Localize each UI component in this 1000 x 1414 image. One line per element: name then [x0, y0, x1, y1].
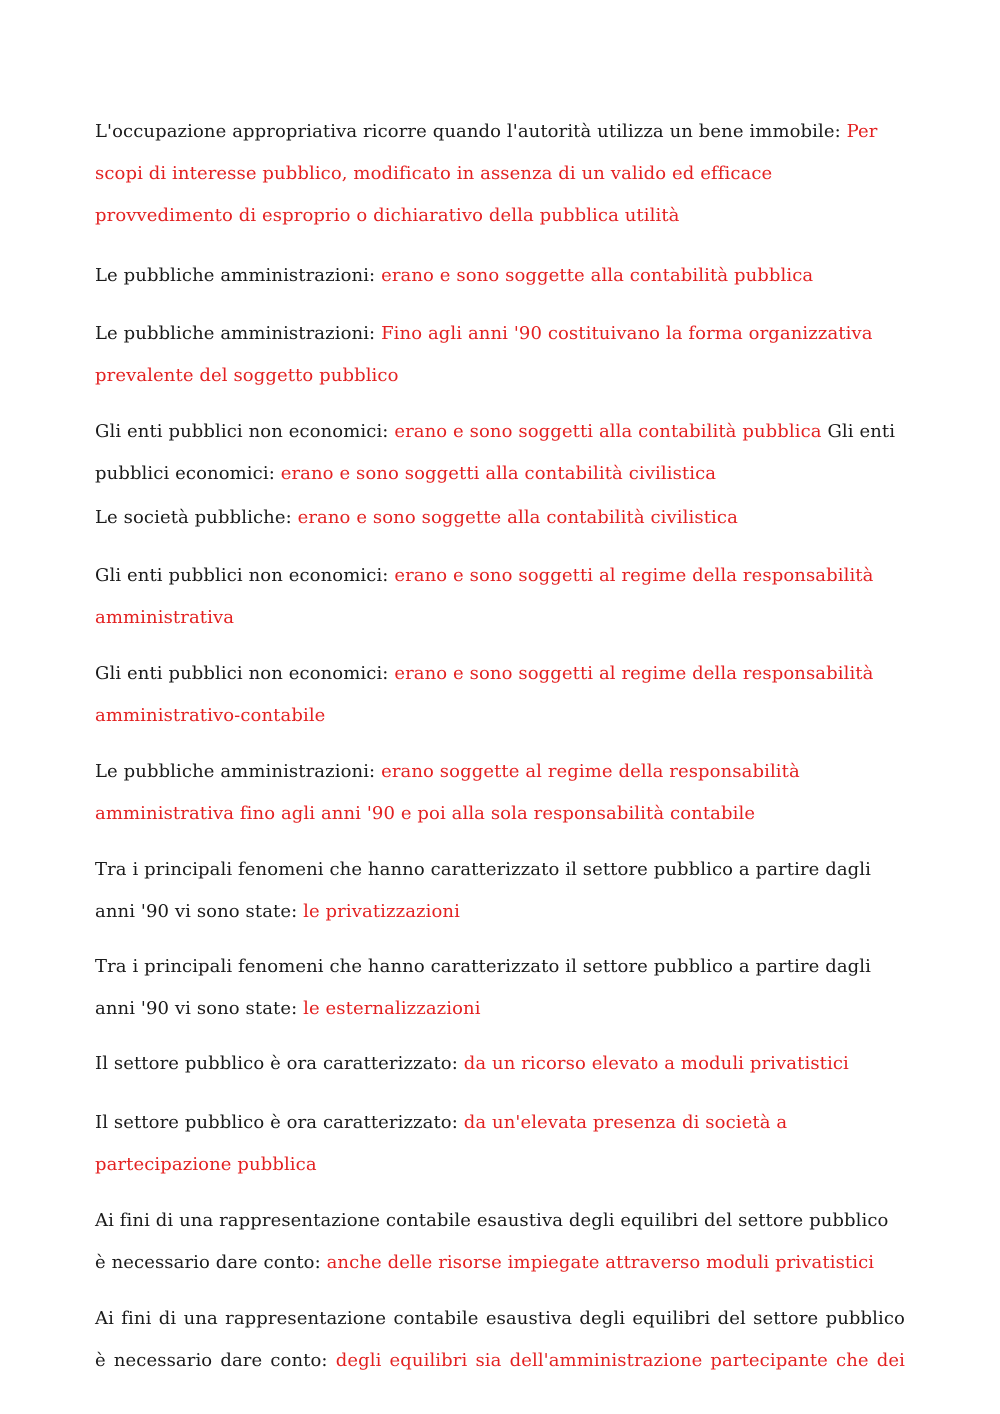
question-text: Gli enti pubblici non economici:: [95, 565, 389, 586]
qa-item: [95, 411, 905, 495]
question-text: Il settore pubblico è ora caratterizzato:: [95, 1053, 458, 1074]
answer-text: erano e sono soggetti alla contabilità civilistica: [280, 463, 717, 484]
qa-item: [95, 849, 905, 933]
answer-text: le privatizzazioni: [303, 901, 460, 922]
answer-text: erano e sono soggetti al regime della responsabilità amministrativo-contabile: [95, 663, 874, 726]
answer-text: Fino agli anni '90 costituivano la forma organizzativa prevalente del soggetto pubblico: [95, 323, 873, 386]
qa-item: [95, 946, 905, 1030]
qa-item: [95, 1298, 905, 1382]
answer-text: erano e sono soggette alla contabilità pubblica: [381, 265, 814, 286]
question-text: L'occupazione appropriativa ricorre quando l'autorità utilizza un bene immobile:: [95, 121, 841, 142]
answer-text: le esternalizzazioni: [303, 998, 481, 1019]
qa-item: [95, 751, 905, 835]
question-text: Le società pubbliche:: [95, 507, 292, 528]
question-text: Tra i principali fenomeni che hanno caratterizzato il settore pubblico a partire dagli anni '90 vi sono state:: [95, 956, 872, 1019]
qa-item: [95, 1200, 905, 1284]
answer-text: da un ricorso elevato a moduli privatistici: [463, 1053, 849, 1074]
answer-text: degli equilibri sia dell'amministrazione partecipante che dei: [335, 1350, 905, 1371]
question-text: Gli enti pubblici economici:: [95, 421, 896, 484]
question-text: Le pubbliche amministrazioni:: [95, 761, 376, 782]
question-text: Gli enti pubblici non economici:: [95, 421, 389, 442]
qa-item: [95, 497, 905, 539]
qa-item: [95, 111, 905, 237]
answer-text: da un'elevata presenza di società a partecipazione pubblica: [95, 1112, 788, 1175]
answer-text: erano e sono soggetti al regime della responsabilità amministrativa: [95, 565, 874, 628]
question-text: Le pubbliche amministrazioni:: [95, 323, 376, 344]
qa-item: [95, 1043, 905, 1085]
question-text: Gli enti pubblici non economici:: [95, 663, 389, 684]
answer-text: Per scopi di interesse pubblico, modificato in assenza di un valido ed efficace provvedimento di esproprio o dichiarativo della pubblica utilità: [95, 121, 878, 226]
qa-item: [95, 555, 905, 639]
qa-item: [95, 313, 905, 397]
question-text: Ai fini di una rappresentazione contabile esaustiva degli equilibri del settore pubblico è necessario dare conto:: [95, 1210, 889, 1273]
qa-item: [95, 255, 905, 297]
document-page: [95, 0, 905, 1414]
qa-item: [95, 653, 905, 737]
answer-text: erano soggette al regime della responsabilità amministrativa fino agli anni '90 e poi alla sola responsabilità contabile: [95, 761, 800, 824]
question-text: Tra i principali fenomeni che hanno caratterizzato il settore pubblico a partire dagli anni '90 vi sono state:: [95, 859, 872, 922]
answer-text: erano e sono soggetti alla contabilità pubblica: [394, 421, 822, 442]
question-text: Ai fini di una rappresentazione contabile esaustiva degli equilibri del settore pubblico è necessario dare conto:: [95, 1308, 905, 1371]
question-text: Il settore pubblico è ora caratterizzato:: [95, 1112, 458, 1133]
qa-item: [95, 1102, 905, 1186]
answer-text: anche delle risorse impiegate attraverso moduli privatistici: [326, 1252, 875, 1273]
answer-text: erano e sono soggette alla contabilità civilistica: [297, 507, 738, 528]
question-text: Le pubbliche amministrazioni:: [95, 265, 376, 286]
